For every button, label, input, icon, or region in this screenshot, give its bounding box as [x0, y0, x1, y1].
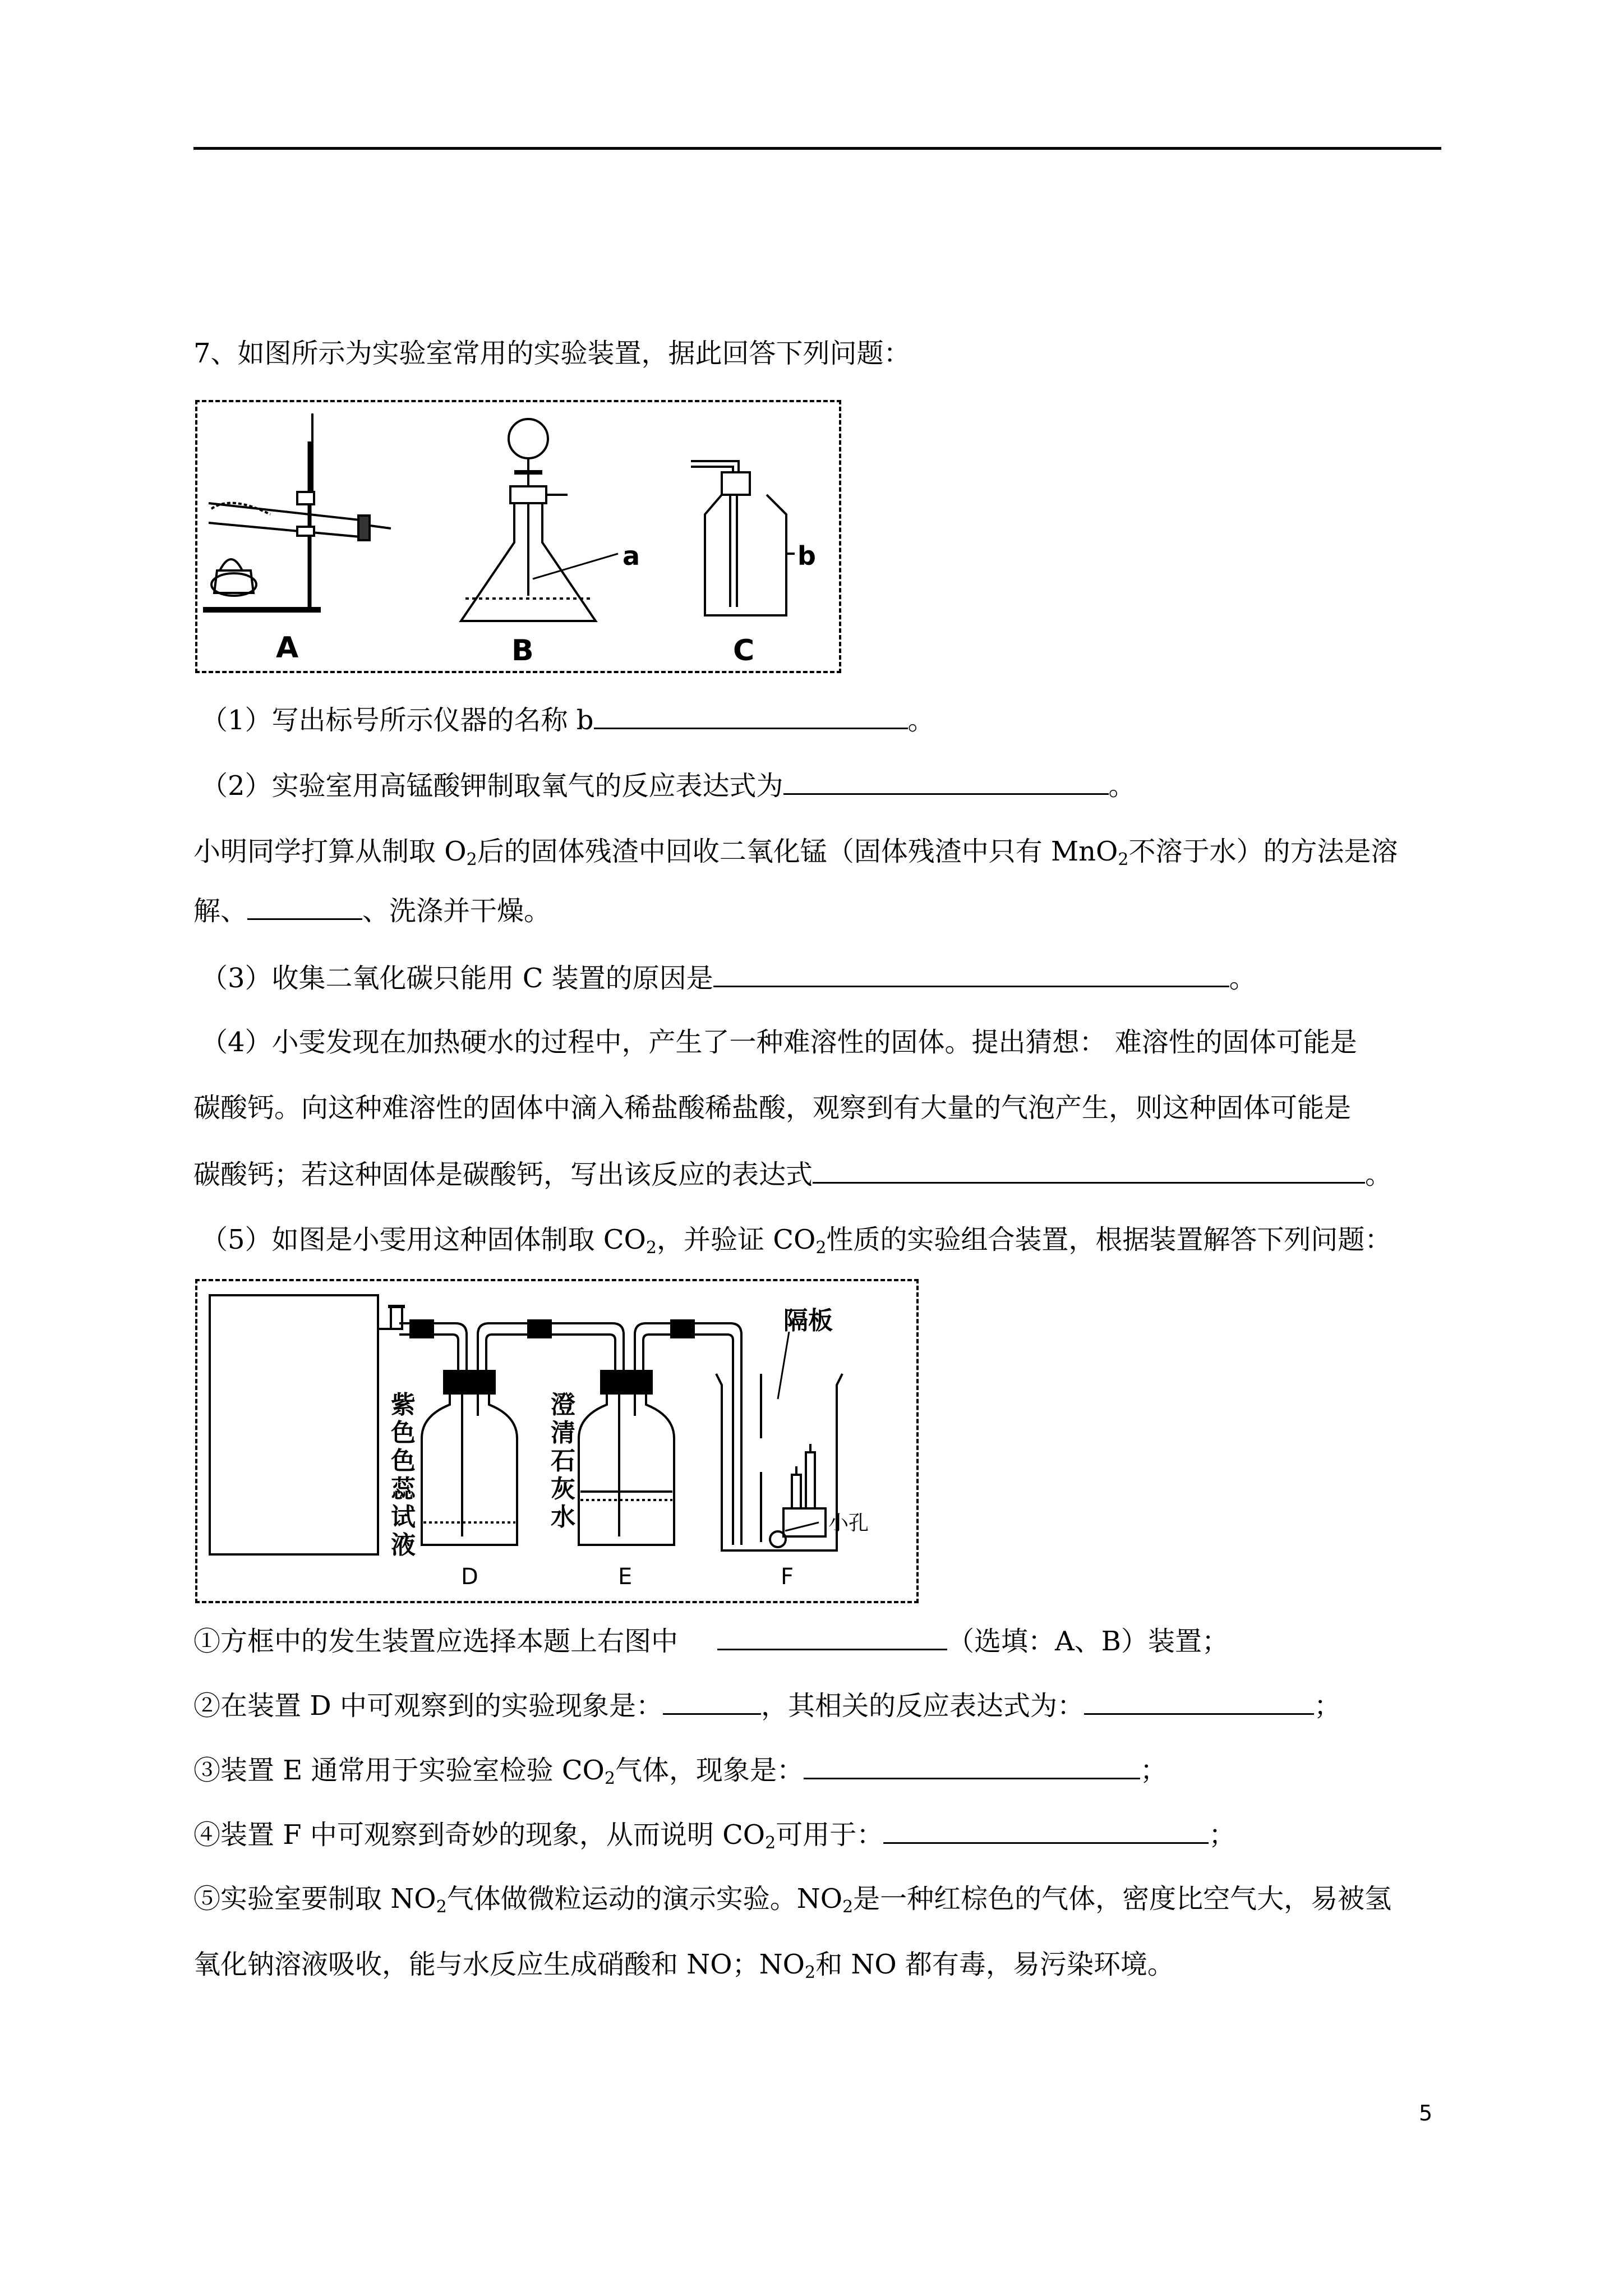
label-b: B [511, 634, 534, 668]
tube-d-to-e [478, 1320, 624, 1371]
svg-text:灰: 灰 [551, 1475, 575, 1503]
sub-question-1: ①方框中的发生装置应选择本题上右图中 （选填：A、B）装置； [193, 1624, 1229, 1658]
question-3: （3）收集二氧化碳只能用 C 装置的原因是 。 [201, 961, 1256, 995]
question-4-line-1: （4）小雯发现在加热硬水的过程中，产生了一种难溶性的固体。提出猜想： 难溶性的固体可能是 [201, 1027, 1357, 1058]
question-title: 7、如图所示为实验室常用的实验装置，据此回答下列问题： [193, 338, 911, 369]
figure-1-box [195, 400, 841, 673]
svg-text:蕊: 蕊 [391, 1475, 416, 1503]
bottle-e [579, 1371, 674, 1545]
svg-text:清: 清 [551, 1419, 575, 1447]
sub-question-4: ④装置 F 中可观察到奇妙的现象，从而说明 $CO_2$可用于： ； [193, 1818, 1235, 1860]
q2-method-blank[interactable] [247, 894, 362, 920]
label-limewater [551, 1391, 575, 1531]
s3-answer-blank[interactable] [804, 1753, 1140, 1779]
apparatus-c [691, 461, 795, 615]
apparatus-a [203, 413, 391, 610]
svg-text:紫: 紫 [391, 1391, 416, 1419]
svg-text:液: 液 [391, 1531, 416, 1559]
pointer-b-label: b [797, 541, 816, 571]
svg-text:澄: 澄 [551, 1391, 575, 1419]
label-a: A [276, 631, 299, 665]
label-f: F [781, 1564, 794, 1590]
generator-placeholder-box [210, 1295, 378, 1554]
tube-to-d [399, 1320, 467, 1371]
label-partition: 隔板 [783, 1306, 833, 1335]
question-4-line-2: 碳酸钙。向这种难溶性的固体中滴入稀盐酸稀盐酸，观察到有大量的气泡产生，则这种固体可能是 [193, 1092, 1352, 1124]
label-small-hole: 小孔 [828, 1512, 869, 1535]
header-rule [193, 147, 1441, 150]
q1-text: （1）写出标号所示仪器的名称 b [201, 705, 594, 736]
question-5: （5）如图是小雯用这种固体制取 $CO_2$，并验证 $CO_2$性质的实验组合装置，根据装置解答下列问题： [201, 1224, 1392, 1258]
q3-answer-blank[interactable] [713, 961, 1229, 987]
apparatus-b [461, 419, 618, 621]
s1-answer-blank[interactable] [717, 1624, 947, 1650]
svg-text:石: 石 [551, 1447, 575, 1475]
q2-extra-line-2: 解、 、洗涤并干燥。 [193, 894, 551, 928]
q2-answer-blank[interactable] [783, 769, 1109, 795]
svg-text:色: 色 [391, 1447, 416, 1475]
svg-text:试: 试 [391, 1503, 416, 1531]
beaker-f [716, 1332, 842, 1550]
svg-text:水: 水 [551, 1503, 575, 1531]
pointer-a-label: a [623, 541, 640, 571]
question-4-line-3: 碳酸钙；若这种固体是碳酸钙，写出该反应的表达式 。 [193, 1157, 1392, 1191]
bottle-d [422, 1371, 517, 1545]
page-number: 5 [1419, 2101, 1433, 2125]
q3-text: （3）收集二氧化碳只能用 C 装置的原因是 [201, 963, 713, 994]
sub-question-2: ②在装置 D 中可观察到的实验现象是： ，其相关的反应表达式为： ； [193, 1688, 1341, 1723]
sub-question-5-line-1: ⑤实验室要制取 $NO_2$气体做微粒运动的演示实验。$NO_2$是一种红棕色的气体，密度比空气大，易被氢 [193, 1883, 1392, 1917]
s2-equation-blank[interactable] [1084, 1688, 1314, 1715]
sub-question-5-line-2: 氧化钠溶液吸收，能与水反应生成硝酸和 NO；$NO_2$和 NO 都有毒，易污染环境。 [193, 1949, 1174, 1982]
figure-2-box [195, 1279, 919, 1603]
sub-question-3: ③装置 E 通常用于实验室检验 $CO_2$气体，现象是： ； [193, 1753, 1167, 1796]
q2-text: （2）实验室用高锰酸钾制取氧气的反应表达式为 [201, 770, 783, 802]
s4-answer-blank[interactable] [883, 1818, 1209, 1844]
s2-phenomenon-blank[interactable] [663, 1688, 761, 1715]
figure-1-apparatus [197, 402, 839, 671]
question-2: （2）实验室用高锰酸钾制取氧气的反应表达式为 。 [201, 769, 1136, 803]
q4-answer-blank[interactable] [813, 1157, 1365, 1184]
tube-e-to-f [635, 1320, 741, 1545]
stopcock [378, 1306, 405, 1329]
label-d: D [461, 1564, 478, 1590]
svg-text:色: 色 [391, 1419, 416, 1447]
question-1: （1）写出标号所示仪器的名称 b 。 [201, 703, 935, 737]
q1-answer-blank[interactable] [594, 703, 908, 729]
q2-extra-line-1: 小明同学打算从制取 $O_2$后的固体残渣中回收二氧化锰（固体残渣中只有 MnO$_2$不溶于水）的方法是溶 [193, 836, 1398, 869]
figure-2-apparatus [197, 1281, 916, 1601]
label-e: E [618, 1564, 633, 1590]
label-litmus [391, 1391, 416, 1559]
label-c: C [733, 634, 755, 668]
